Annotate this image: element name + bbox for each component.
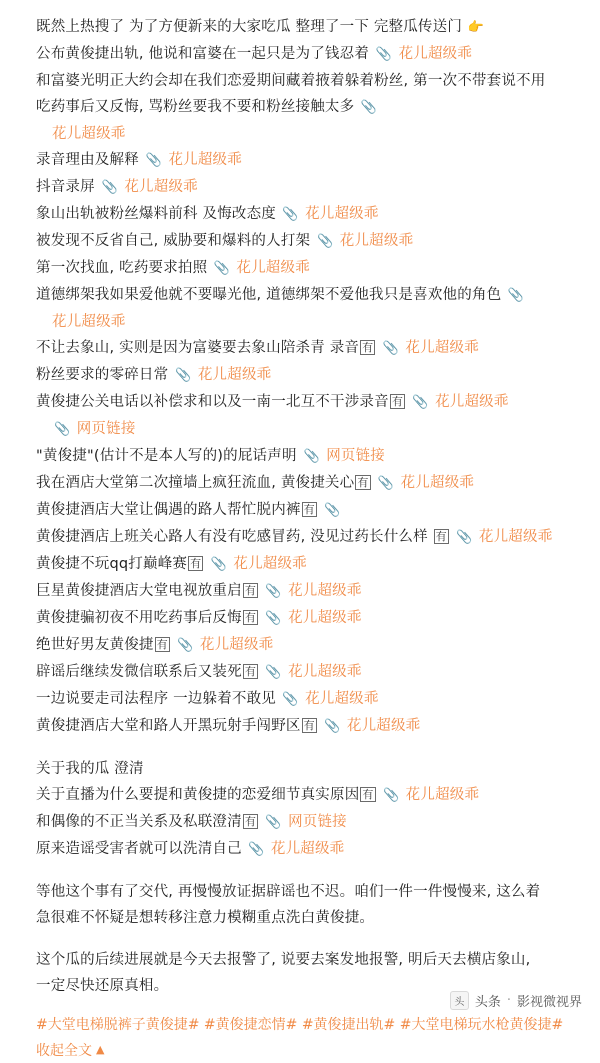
mention-tag[interactable]: 花儿超级乖: [168, 152, 242, 168]
line-text: 黄俊捷酒店大堂让偶遇的路人帮忙脱内裤: [36, 502, 301, 518]
post-body: [36, 14, 578, 999]
post-line: [36, 470, 578, 497]
evidence-badge: 有: [244, 584, 257, 597]
collapse-label: 收起全文: [36, 1043, 92, 1059]
line-text: 道德绑架我如果爱他就不要曝光他, 道德绑架不爱他我只是喜欢他的角色: [36, 287, 502, 303]
evidence-badge: 有: [244, 815, 257, 828]
evidence-badge: 有: [391, 395, 404, 408]
paperclip-icon: 📎: [319, 719, 345, 734]
mention-tag[interactable]: 花儿超级乖: [339, 233, 414, 249]
paperclip-icon: 📎: [408, 395, 434, 410]
post-line: [36, 578, 578, 605]
post-line: [36, 14, 578, 41]
evidence-badge: 有: [190, 557, 202, 570]
evidence-badge: 有: [303, 719, 315, 732]
line-text: 既然上热搜了 为了方便新来的大家吃瓜 整理了一下 完整瓜传送门: [36, 19, 467, 35]
hashtag-row[interactable]: #大堂电梯脱裤子黄俊捷# #黄俊捷恋情# #黄俊捷出轨# #大堂电梯玩水枪黄俊捷#: [36, 1017, 564, 1033]
evidence-badge: 有: [156, 638, 168, 651]
evidence-badge: 有: [244, 665, 257, 678]
paperclip-icon: 📎: [278, 692, 304, 707]
mention-tag[interactable]: 花儿超级乖: [52, 314, 126, 330]
mention-tag[interactable]: 花儿超级乖: [405, 340, 479, 356]
paperclip-icon: 📎: [101, 180, 123, 195]
brand-name: 头条: [474, 995, 501, 1010]
mention-tag[interactable]: 花儿超级乖: [52, 126, 126, 142]
post-line: [36, 713, 578, 740]
paragraph-spacer: [36, 863, 578, 879]
line-text: 黄俊捷不玩qq打巅峰赛: [36, 556, 188, 572]
paperclip-icon: 📎: [172, 638, 198, 653]
line-text: 关于我的瓜 澄清: [36, 761, 144, 777]
paperclip-icon: 📎: [243, 842, 269, 857]
line-text: 黄俊捷酒店大堂和路人开黑玩射手闯野区: [36, 718, 301, 734]
paperclip-icon: 📎: [54, 422, 75, 437]
web-link[interactable]: 网页链接: [288, 814, 347, 830]
post-line: [36, 632, 578, 659]
line-text: 抖音录屏: [36, 179, 100, 195]
post-line: [36, 228, 578, 255]
line-text: 等他这个事有了交代, 再慢慢放证据辟谣也不迟。咱们一件一件慢慢来, 这么着: [36, 884, 541, 900]
hand-pointing-icon: 👉: [467, 20, 485, 35]
post-line: [36, 147, 578, 174]
line-text: 黄俊捷骗初夜不用吃药事后反悔: [36, 610, 242, 626]
paragraph-spacer: [36, 740, 578, 756]
paperclip-icon: 📎: [356, 100, 378, 115]
line-text: 被发现不反省自己, 威胁要和爆料的人打架: [36, 233, 316, 249]
post-line: [36, 947, 578, 973]
post-line: [36, 782, 578, 809]
mention-tag[interactable]: 花儿超级乖: [305, 206, 379, 222]
post-line: [36, 756, 578, 782]
post-line: [36, 389, 578, 416]
web-link[interactable]: 网页链接: [76, 421, 136, 437]
line-text: 绝世好男友黄俊捷: [36, 637, 154, 653]
chevron-up-icon: ▲: [96, 1043, 105, 1056]
mention-tag[interactable]: 花儿超级乖: [288, 610, 362, 626]
paperclip-icon: 📎: [261, 665, 287, 680]
evidence-badge: 有: [362, 788, 374, 801]
mention-tag[interactable]: 花儿超级乖: [288, 583, 362, 599]
mention-tag[interactable]: 花儿超级乖: [435, 394, 509, 410]
line-text: "黄俊捷"(估计不是本人写的)的屁话声明: [36, 448, 302, 464]
paperclip-icon: 📎: [317, 234, 338, 249]
paperclip-icon: 📎: [451, 530, 477, 545]
paperclip-icon: 📎: [261, 611, 287, 626]
line-text: 录音理由及解释: [36, 152, 144, 168]
line-text: 辟谣后继续发微信联系后又装死: [36, 664, 242, 680]
line-text: 一定尽快还原真相。: [36, 978, 169, 994]
post-line: [36, 201, 578, 228]
post-line: [36, 497, 578, 524]
mention-tag[interactable]: 花儿超级乖: [478, 529, 553, 545]
paperclip-icon: 📎: [278, 207, 304, 222]
paperclip-icon: 📎: [375, 47, 397, 62]
brand-footer: [450, 991, 582, 1010]
paperclip-icon: 📎: [145, 153, 167, 168]
line-text: 公布黄俊捷出轨, 他说和富婆在一起只是为了钱忍着: [36, 46, 374, 62]
evidence-badge: 有: [244, 611, 257, 624]
post-line: [36, 416, 578, 443]
post-line: [36, 686, 578, 713]
line-text: 粉丝要求的零碎日常: [36, 367, 174, 383]
line-text: 一边说要走司法程序 一边躲着不敢见: [36, 691, 277, 707]
post-line: [36, 905, 578, 931]
paperclip-icon: 📎: [378, 341, 404, 356]
line-text: 急很难不怀疑是想转移注意力模糊重点洗白黄俊捷。: [36, 910, 375, 926]
paperclip-icon: 📎: [261, 815, 287, 830]
collapse-full-text-button[interactable]: [36, 1039, 578, 1063]
brand-separator: ·: [506, 993, 511, 1008]
evidence-badge: 有: [435, 530, 447, 543]
post-line: [36, 362, 578, 389]
line-text: 我在酒店大堂第二次撞墙上疯狂流血, 黄俊捷关心: [36, 475, 355, 491]
line-text: 不让去象山, 实则是因为富婆要去象山陪杀青 录音: [36, 340, 360, 356]
post-line: [36, 551, 578, 578]
account-name: 影视微视界: [516, 995, 582, 1010]
evidence-badge: 有: [357, 476, 369, 489]
evidence-badge: 有: [303, 503, 315, 516]
toutiao-logo-icon: 头: [450, 991, 469, 1010]
line-text: 黄俊捷公关电话以补偿求和以及一南一北互不干涉录音: [36, 394, 389, 410]
post-line: [36, 121, 578, 147]
mention-tag[interactable]: 花儿超级乖: [288, 664, 362, 680]
paperclip-icon: 📎: [209, 261, 235, 276]
paperclip-icon: 📎: [503, 288, 525, 303]
post-line: [36, 524, 578, 551]
line-text: 和富婆光明正大约会却在我们恋爱期间藏着掖着躲着粉丝, 第一次不带套说不用: [36, 73, 546, 89]
post-line: [36, 659, 578, 686]
mention-tag[interactable]: 花儿超级乖: [270, 841, 345, 857]
post-line: [36, 68, 578, 94]
line-text: 吃药事后又反悔, 骂粉丝要我不要和粉丝接触太多: [36, 99, 355, 115]
evidence-badge: 有: [362, 341, 374, 354]
mention-tag[interactable]: 花儿超级乖: [305, 691, 379, 707]
line-text: 这个瓜的后续进展就是今天去报警了, 说要去案发地报警, 明后天去横店象山,: [36, 952, 531, 968]
post-line: [36, 174, 578, 201]
line-text: 象山出轨被粉丝爆料前科 及悔改态度: [36, 206, 277, 222]
post-line: [36, 335, 578, 362]
post-line: [36, 836, 578, 863]
line-text: 巨星黄俊捷酒店大堂电视放重启: [36, 583, 242, 599]
paperclip-icon: 📎: [261, 584, 287, 599]
post-line: [36, 809, 578, 836]
line-text: 关于直播为什么要提和黄俊捷的恋爱细节真实原因: [36, 787, 360, 803]
mention-tag[interactable]: 花儿超级乖: [346, 718, 421, 734]
paperclip-icon: 📎: [373, 476, 399, 491]
post-line: [36, 443, 578, 470]
mention-tag[interactable]: 花儿超级乖: [233, 556, 307, 572]
mention-tag[interactable]: 花儿超级乖: [124, 179, 198, 195]
paperclip-icon: 📎: [378, 788, 404, 803]
paperclip-icon: 📎: [303, 449, 325, 464]
line-text: 和偶像的不正当关系及私联澄清: [36, 814, 242, 830]
mention-tag[interactable]: 花儿超级乖: [398, 46, 473, 62]
paragraph-spacer: [36, 931, 578, 947]
mention-tag[interactable]: 花儿超级乖: [199, 637, 274, 653]
line-text: 原来造谣受害者就可以洗清自己: [36, 841, 242, 857]
line-text: 黄俊捷酒店上班关心路人有没有吃感冒药, 没见过药长什么样: [36, 529, 433, 545]
mention-tag[interactable]: 花儿超级乖: [197, 367, 272, 383]
post-line: [36, 41, 578, 68]
mention-tag[interactable]: 花儿超级乖: [400, 475, 475, 491]
post-line: [36, 94, 578, 121]
paperclip-icon: 📎: [206, 557, 232, 572]
line-text: 第一次找血, 吃药要求拍照: [36, 260, 208, 276]
mention-tag[interactable]: 花儿超级乖: [405, 787, 480, 803]
paperclip-icon: 📎: [175, 368, 196, 383]
mention-tag[interactable]: 花儿超级乖: [236, 260, 310, 276]
post-line: [36, 282, 578, 309]
post-line: [36, 309, 578, 335]
post-line: [36, 879, 578, 905]
post-line: [36, 255, 578, 282]
post-line: [36, 605, 578, 632]
paperclip-icon: 📎: [319, 503, 341, 518]
web-link[interactable]: 网页链接: [326, 448, 386, 464]
